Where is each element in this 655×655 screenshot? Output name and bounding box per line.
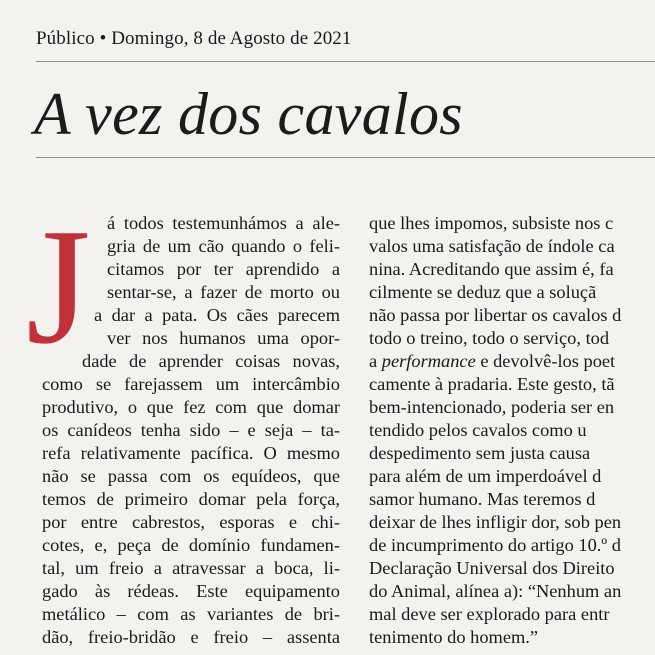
text-line: refa relativamente pacífica. O mesmo: [42, 443, 340, 463]
text-line: tal, um freio a atravessar a boca, li-: [42, 558, 340, 578]
text-line: a performance e devolvê-los poet: [369, 351, 616, 371]
top-rule: [36, 61, 655, 62]
text-line: deixar de lhes infligir dor, sob pen: [369, 512, 622, 532]
italic-emphasis: performance: [381, 351, 476, 371]
text-line: camente à pradaria. Este gesto, tã: [369, 374, 615, 394]
text-line: produtivo, o que fez com que domar: [42, 397, 340, 417]
text-line: valos uma satisfação de índole ca: [369, 236, 615, 256]
text-line: bem-intencionado, poderia ser en: [369, 397, 615, 417]
text-line: Declaração Universal dos Direito: [369, 558, 615, 578]
text-line: sentar-se, a fazer de morto ou: [107, 282, 340, 302]
text-line: todo o treino, todo o serviço, tod: [369, 328, 610, 348]
text-line: não passa por libertar os cavalos d: [369, 305, 622, 325]
text-line: como se farejassem um intercâmbio: [42, 374, 340, 394]
text-line: de incumprimento do artigo 10.º d: [369, 535, 621, 555]
text-line: gado às rédeas. Este equipamento: [42, 581, 340, 601]
text-line: mal deve ser explorado para entr: [369, 604, 610, 624]
text-line: tendido pelos cavalos como u: [369, 420, 587, 440]
text-line: gria de um cão quando o feli-: [107, 236, 340, 256]
text-line: os canídeos tenha sido – e seja – ta-: [42, 420, 340, 440]
headline-rule: [36, 157, 655, 158]
text-line: cilmente se deduz que a soluçã: [369, 282, 597, 302]
text-line: a dar a pata. Os cães parecem: [94, 305, 340, 325]
text-line: á todos testemunhámos a ale-: [107, 213, 340, 233]
text-line: temos de primeiro domar pela força,: [42, 489, 340, 509]
text-line: para além de um imperdoável d: [369, 466, 602, 486]
text-line: do Animal, alínea a): “Nenhum an: [369, 581, 622, 601]
text-line: nina. Acreditando que assim é, fa: [369, 259, 614, 279]
text-line: que lhes impomos, subsiste nos c: [369, 213, 614, 233]
text-line: não se passa com os equídeos, que: [42, 466, 340, 486]
drop-cap: J: [26, 194, 91, 378]
text-line: metálico – com as variantes de bri-: [42, 604, 340, 624]
text-line: dão, freio-bridão e freio – assenta: [42, 627, 340, 647]
text-line: citamos por ter aprendido a: [107, 259, 340, 279]
text-line: tenimento do homem.”: [369, 627, 539, 647]
text-line: por entre cabrestos, esporas e chi-: [42, 512, 340, 532]
text-line: dade de aprender coisas novas,: [82, 351, 340, 371]
text-line: cotes, e, peça de domínio fundamen-: [42, 535, 340, 555]
text-line: despedimento sem justa causa: [369, 443, 591, 463]
masthead: Público • Domingo, 8 de Agosto de 2021: [36, 28, 352, 49]
text-line: ver nos humanos uma opor-: [107, 328, 340, 348]
text-line: samor humano. Mas teremos d: [369, 489, 596, 509]
headline: A vez dos cavalos: [34, 81, 463, 147]
